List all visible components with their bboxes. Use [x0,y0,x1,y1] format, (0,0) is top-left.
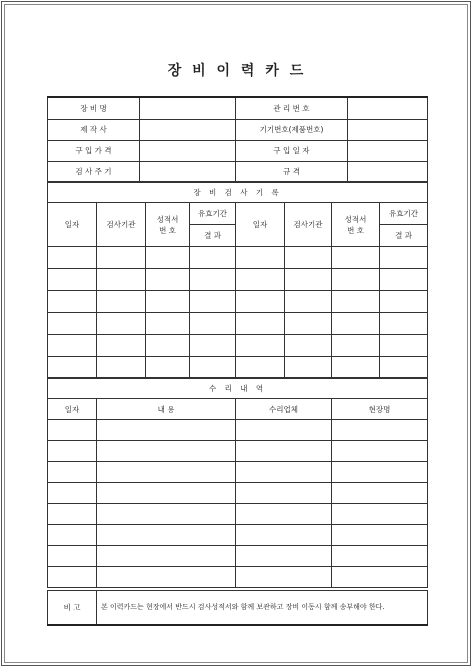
repair-row [48,483,428,504]
inspection-cell[interactable] [190,313,236,335]
inspection-cell[interactable] [190,247,236,269]
repair-cell[interactable] [48,504,97,525]
value-management-number[interactable] [348,97,428,119]
inspection-cell[interactable] [236,357,285,379]
repair-cell[interactable] [332,420,428,441]
repair-row [48,546,428,567]
inspection-cell[interactable] [190,357,236,379]
inspection-cell[interactable] [97,247,146,269]
inspection-col-result: 결 과 [190,225,236,247]
inspection-cell[interactable] [146,269,190,291]
inspection-cell[interactable] [48,291,97,313]
inspection-cell[interactable] [97,357,146,379]
inspection-record-table [47,181,428,379]
repair-col-site: 현장명 [332,399,428,420]
repair-col-date: 일자 [48,399,97,420]
repair-rows [48,420,428,588]
inspection-cell[interactable] [285,313,332,335]
inspection-cell[interactable] [380,291,428,313]
repair-cell[interactable] [236,420,332,441]
report-label-line1: 성적서 [156,214,179,224]
inspection-cell[interactable] [190,291,236,313]
repair-cell[interactable] [332,462,428,483]
label-equipment-name: 장 비 명 [48,97,140,119]
inspection-cell[interactable] [380,247,428,269]
value-specification[interactable] [348,161,428,182]
inspection-section-title: 장 비 검 사 기 록 [48,182,428,203]
repair-cell[interactable] [97,420,236,441]
value-manufacturer[interactable] [140,119,236,140]
repair-cell[interactable] [48,546,97,567]
repair-cell[interactable] [48,483,97,504]
inspection-cell[interactable] [332,357,380,379]
repair-cell[interactable] [48,525,97,546]
repair-cell[interactable] [236,483,332,504]
value-model-number[interactable] [348,119,428,140]
inspection-cell[interactable] [380,269,428,291]
document-title: 장 비 이 력 카 드 [167,63,307,79]
inspection-cell[interactable] [332,269,380,291]
inspection-cell[interactable] [146,291,190,313]
inspection-row [48,335,428,357]
inspection-cell[interactable] [332,335,380,357]
inspection-col-report [146,203,190,247]
inspection-col-validity: 유효기간 [190,203,236,225]
report-label-line1: 성적서 [344,214,367,224]
inspection-cell[interactable] [332,291,380,313]
repair-cell[interactable] [236,441,332,462]
repair-cell[interactable] [236,525,332,546]
inspection-cell[interactable] [236,269,285,291]
repair-row [48,462,428,483]
repair-cell[interactable] [48,462,97,483]
inspection-cell[interactable] [146,357,190,379]
repair-cell[interactable] [236,546,332,567]
repair-cell[interactable] [332,504,428,525]
inspection-col-result-2: 결 과 [380,225,428,247]
inspection-row [48,247,428,269]
inspection-cell[interactable] [97,335,146,357]
repair-row [48,504,428,525]
repair-row [48,420,428,441]
inspection-cell[interactable] [190,269,236,291]
repair-col-content: 내 용 [97,399,236,420]
inspection-cell[interactable] [380,335,428,357]
repair-cell[interactable] [332,525,428,546]
inspection-cell[interactable] [332,247,380,269]
repair-cell[interactable] [97,567,236,588]
inspection-col-date: 일자 [48,203,97,247]
repair-cell[interactable] [48,420,97,441]
label-management-number: 관 리 번 호 [236,97,348,119]
inspection-cell[interactable] [48,247,97,269]
inspection-cell[interactable] [48,357,97,379]
inspection-col-validity-2: 유효기간 [380,203,428,225]
inspection-cell[interactable] [332,313,380,335]
inspection-cell[interactable] [236,291,285,313]
repair-history-table [47,377,428,588]
inspection-cell[interactable] [285,247,332,269]
repair-cell[interactable] [97,525,236,546]
label-model-number: 기기번호(제품번호) [236,119,348,140]
inspection-row [48,269,428,291]
repair-row [48,525,428,546]
inspection-cell[interactable] [285,357,332,379]
label-purchase-price: 구 입 가 격 [48,140,140,161]
repair-cell[interactable] [97,483,236,504]
value-equipment-name[interactable] [140,97,236,119]
label-specification: 규 격 [236,161,348,182]
value-purchase-price[interactable] [140,140,236,161]
label-purchase-date: 구 입 일 자 [236,140,348,161]
inspection-cell[interactable] [236,313,285,335]
inspection-col-report-2 [332,203,380,247]
inspection-cell[interactable] [146,335,190,357]
inspection-col-date-2: 일자 [236,203,285,247]
inspection-cell[interactable] [380,313,428,335]
inspection-cell[interactable] [97,313,146,335]
inspection-cell[interactable] [285,335,332,357]
inspection-cell[interactable] [48,335,97,357]
repair-cell[interactable] [332,546,428,567]
repair-cell[interactable] [97,441,236,462]
inspection-cell[interactable] [285,291,332,313]
report-label-line2: 번 호 [347,225,364,235]
repair-cell[interactable] [97,462,236,483]
repair-cell[interactable] [236,504,332,525]
inspection-cell[interactable] [97,291,146,313]
report-label-line2: 번 호 [159,225,176,235]
inspection-cell[interactable] [236,335,285,357]
inspection-cell[interactable] [48,313,97,335]
repair-cell[interactable] [97,546,236,567]
inspection-cell[interactable] [146,247,190,269]
equipment-info-table [47,96,428,183]
value-inspection-cycle[interactable] [140,161,236,182]
inspection-cell[interactable] [48,269,97,291]
repair-cell[interactable] [332,483,428,504]
remarks-label: 비 고 [48,591,97,625]
remarks-text: 본 이력카드는 현장에서 반드시 검사성적서와 함께 보관하고 장비 이동시 함께 송부해야 한다. [97,591,428,625]
inspection-cell[interactable] [285,269,332,291]
inspection-row [48,291,428,313]
inspection-col-agency: 검사기관 [97,203,146,247]
label-inspection-cycle: 검 사 주 기 [48,161,140,182]
inspection-cell[interactable] [97,269,146,291]
value-purchase-date[interactable] [348,140,428,161]
inspection-rows [48,247,428,379]
label-manufacturer: 제 작 사 [48,119,140,140]
repair-cell[interactable] [332,567,428,588]
inspection-cell[interactable] [146,313,190,335]
inspection-col-agency-2: 검사기관 [285,203,332,247]
inspection-cell[interactable] [236,247,285,269]
repair-cell[interactable] [236,462,332,483]
repair-row [48,441,428,462]
remarks-table [47,590,428,626]
inspection-row [48,313,428,335]
repair-row [48,567,428,588]
inspection-row [48,357,428,379]
repair-cell[interactable] [97,504,236,525]
inspection-cell[interactable] [190,335,236,357]
repair-section-title: 수 리 내 역 [48,378,428,399]
inspection-cell[interactable] [380,357,428,379]
repair-col-vendor: 수리업체 [236,399,332,420]
repair-cell[interactable] [48,567,97,588]
repair-cell[interactable] [332,441,428,462]
repair-cell[interactable] [48,441,97,462]
repair-cell[interactable] [236,567,332,588]
